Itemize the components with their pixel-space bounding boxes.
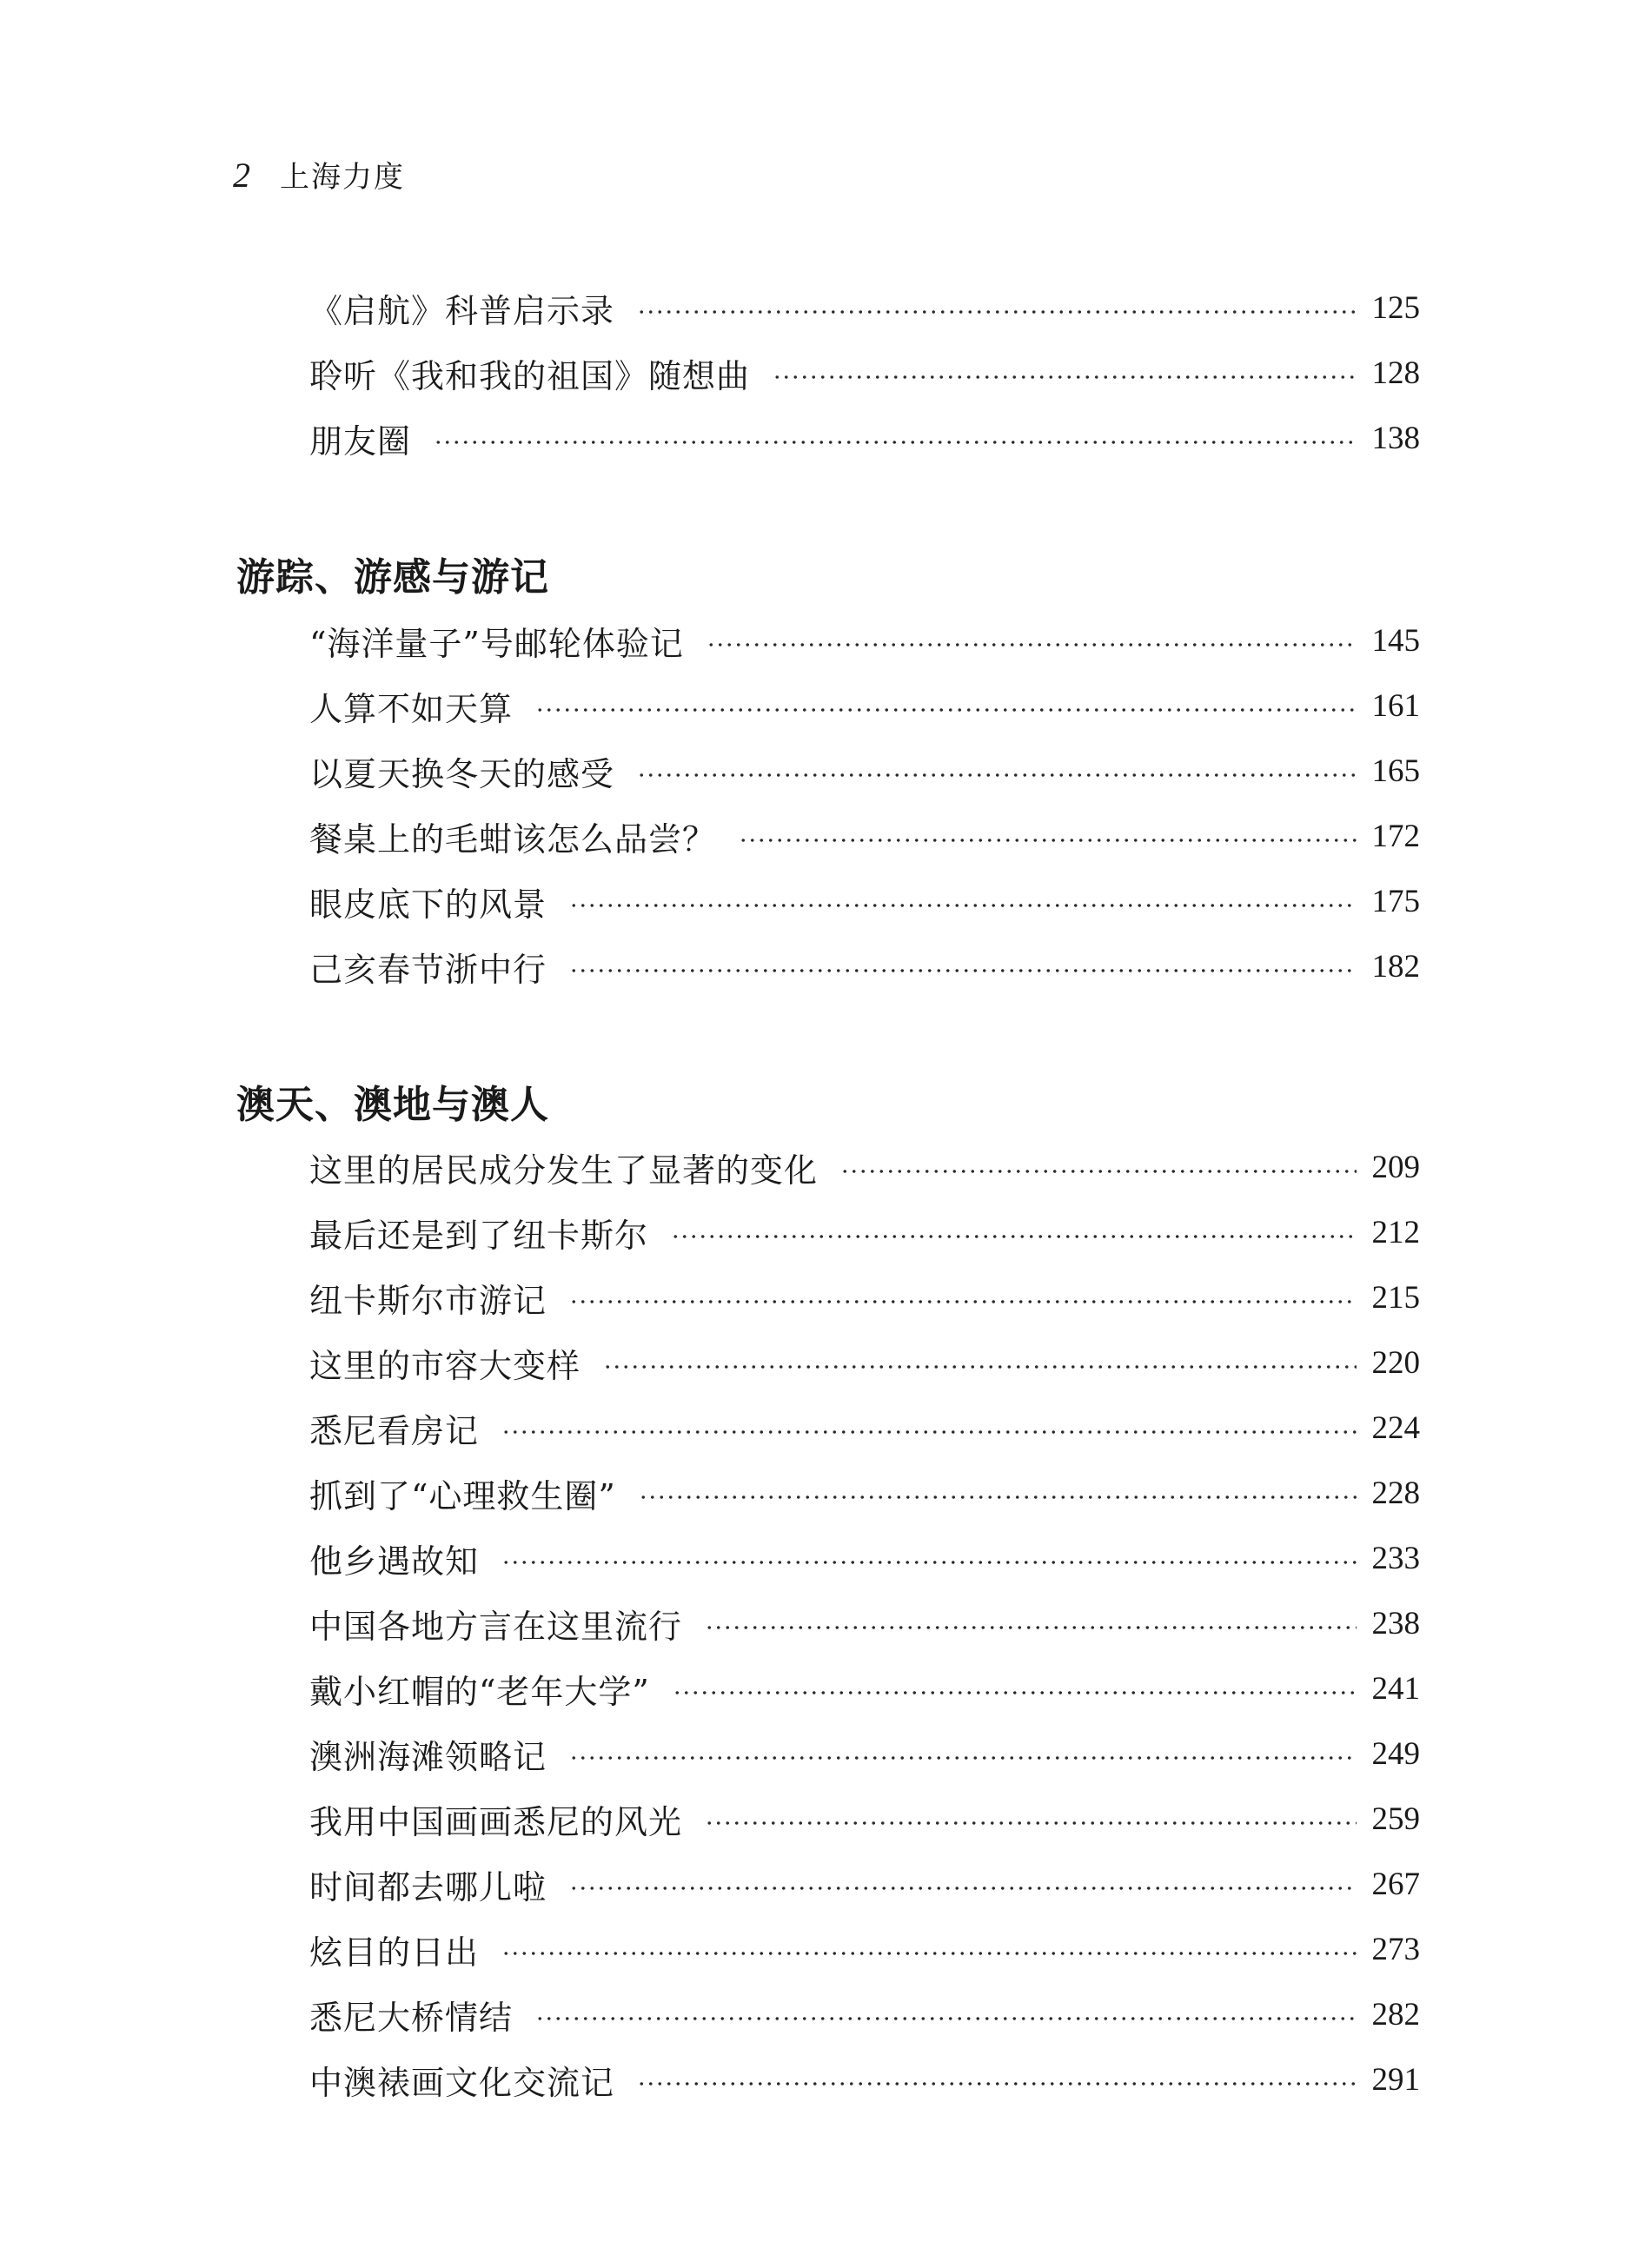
toc-entry-page: 241 <box>1371 1670 1420 1707</box>
toc-entry-title: 抓到了“心理救生圈” <box>309 1476 616 1515</box>
dot-leader <box>639 1495 1357 1499</box>
toc-entry[interactable] <box>309 282 1420 334</box>
toc-entry-page: 175 <box>1371 883 1420 919</box>
dot-leader <box>535 2017 1356 2020</box>
toc-entry-title: 纽卡斯尔市游记 <box>309 1281 547 1320</box>
toc-entry-title: 朋友圈 <box>309 421 412 461</box>
page-number: 2 <box>233 156 250 195</box>
toc-entry-page: 209 <box>1371 1149 1420 1185</box>
toc-entry-page: 172 <box>1371 818 1420 854</box>
toc-entry[interactable] <box>309 1206 1420 1258</box>
dot-leader <box>501 1952 1356 1955</box>
toc-entry-title: “海洋量子”号邮轮体验记 <box>309 624 684 663</box>
dot-leader <box>569 1887 1356 1890</box>
toc-entry-page: 165 <box>1371 753 1420 789</box>
toc-entry-page: 282 <box>1371 1996 1420 2033</box>
dot-leader <box>569 1300 1356 1303</box>
toc-entry-title: 中国各地方言在这里流行 <box>309 1607 683 1646</box>
toc-entry-page: 224 <box>1371 1409 1420 1446</box>
toc-entry-title: 《启航》科普启示录 <box>309 291 615 330</box>
toc-entry-title: 餐桌上的毛蚶该怎么品尝？ <box>309 819 717 859</box>
book-title: 上海力度 <box>280 160 405 195</box>
dot-leader <box>535 708 1356 712</box>
toc-entry-page: 125 <box>1371 289 1420 326</box>
running-header <box>233 153 405 198</box>
toc-entry-title: 最后还是到了纽卡斯尔 <box>309 1216 649 1255</box>
toc-entry-title: 他乡遇故知 <box>309 1542 480 1581</box>
toc-entry[interactable] <box>309 745 1420 797</box>
dot-leader <box>673 1691 1357 1694</box>
dot-leader <box>671 1235 1356 1238</box>
toc-entry-page: 220 <box>1371 1344 1420 1381</box>
dot-leader <box>603 1365 1356 1369</box>
dot-leader <box>569 1756 1356 1760</box>
toc-entry-title: 炫目的日出 <box>309 1933 480 1972</box>
toc-entry[interactable] <box>309 2053 1420 2106</box>
toc-entry[interactable] <box>309 347 1420 399</box>
toc-entry-title: 人算不如天算 <box>309 689 514 728</box>
toc-entry-page: 249 <box>1371 1735 1420 1772</box>
toc-entry[interactable] <box>309 412 1420 464</box>
toc-entry[interactable] <box>309 875 1420 927</box>
toc-entry[interactable] <box>309 1728 1420 1780</box>
dot-leader <box>773 375 1356 379</box>
toc-entry-page: 215 <box>1371 1279 1420 1316</box>
toc-entry[interactable] <box>309 940 1420 992</box>
dot-leader <box>705 1821 1356 1825</box>
toc-entry-page: 145 <box>1371 622 1420 659</box>
toc-entry-page: 273 <box>1371 1931 1420 1967</box>
section-heading: 游踪、游感与游记 <box>236 555 549 600</box>
toc-entry[interactable] <box>309 1923 1420 1975</box>
toc-entry[interactable] <box>309 614 1420 666</box>
toc-entry[interactable] <box>309 1336 1420 1389</box>
toc-entry-title: 我用中国画画悉尼的风光 <box>309 1802 683 1841</box>
dot-leader <box>569 969 1356 972</box>
toc-entry-page: 259 <box>1371 1800 1420 1837</box>
toc-entry[interactable] <box>309 1597 1420 1649</box>
toc-entry[interactable] <box>309 1532 1420 1584</box>
toc-entry-title: 己亥春节浙中行 <box>309 950 547 989</box>
dot-leader <box>501 1561 1356 1564</box>
toc-entry-title: 中澳裱画文化交流记 <box>309 2063 615 2102</box>
dot-leader <box>739 839 1356 842</box>
toc-entry-title: 以夏天换冬天的感受 <box>309 754 615 793</box>
toc-entry-title: 眼皮底下的风景 <box>309 885 547 924</box>
toc-entry-page: 233 <box>1371 1540 1420 1576</box>
toc-entry-page: 128 <box>1371 355 1420 391</box>
toc-entry-page: 182 <box>1371 948 1420 985</box>
toc-entry-page: 212 <box>1371 1214 1420 1250</box>
toc-entry-title: 澳洲海滩领略记 <box>309 1737 547 1776</box>
toc-entry[interactable] <box>309 1858 1420 1910</box>
toc-entry[interactable] <box>309 810 1420 862</box>
toc-entry[interactable] <box>309 1467 1420 1519</box>
toc-entry-title: 悉尼看房记 <box>309 1411 480 1450</box>
toc-entry[interactable] <box>309 1271 1420 1323</box>
section-heading: 澳天、澳地与澳人 <box>236 1083 549 1127</box>
toc-entry[interactable] <box>309 680 1420 732</box>
toc-entry-title: 聆听《我和我的祖国》随想曲 <box>309 356 751 395</box>
toc-entry-page: 267 <box>1371 1866 1420 1902</box>
toc-entry-title: 这里的市容大变样 <box>309 1346 581 1385</box>
dot-leader <box>840 1170 1356 1173</box>
toc-entry[interactable] <box>309 1662 1420 1714</box>
toc-entry[interactable] <box>309 1402 1420 1454</box>
toc-entry-page: 228 <box>1371 1475 1420 1511</box>
toc-entry-page: 291 <box>1371 2061 1420 2098</box>
dot-leader <box>569 904 1356 907</box>
dot-leader <box>637 2082 1356 2086</box>
toc-entry[interactable] <box>309 1988 1420 2040</box>
dot-leader <box>707 643 1357 647</box>
toc-entry[interactable] <box>309 1141 1420 1193</box>
dot-leader <box>637 773 1356 777</box>
toc-entry[interactable] <box>309 1793 1420 1845</box>
toc-entry-page: 238 <box>1371 1605 1420 1641</box>
toc-entry-page: 138 <box>1371 420 1420 456</box>
toc-entry-page: 161 <box>1371 687 1420 724</box>
toc-entry-title: 时间都去哪儿啦 <box>309 1867 547 1907</box>
toc-entry-title: 戴小红帽的“老年大学” <box>309 1672 650 1711</box>
dot-leader <box>705 1626 1356 1629</box>
dot-leader <box>434 441 1356 444</box>
toc-entry-title: 悉尼大桥情结 <box>309 1998 514 2037</box>
dot-leader <box>637 310 1356 314</box>
toc-entry-title: 这里的居民成分发生了显著的变化 <box>309 1151 819 1190</box>
dot-leader <box>501 1430 1356 1434</box>
